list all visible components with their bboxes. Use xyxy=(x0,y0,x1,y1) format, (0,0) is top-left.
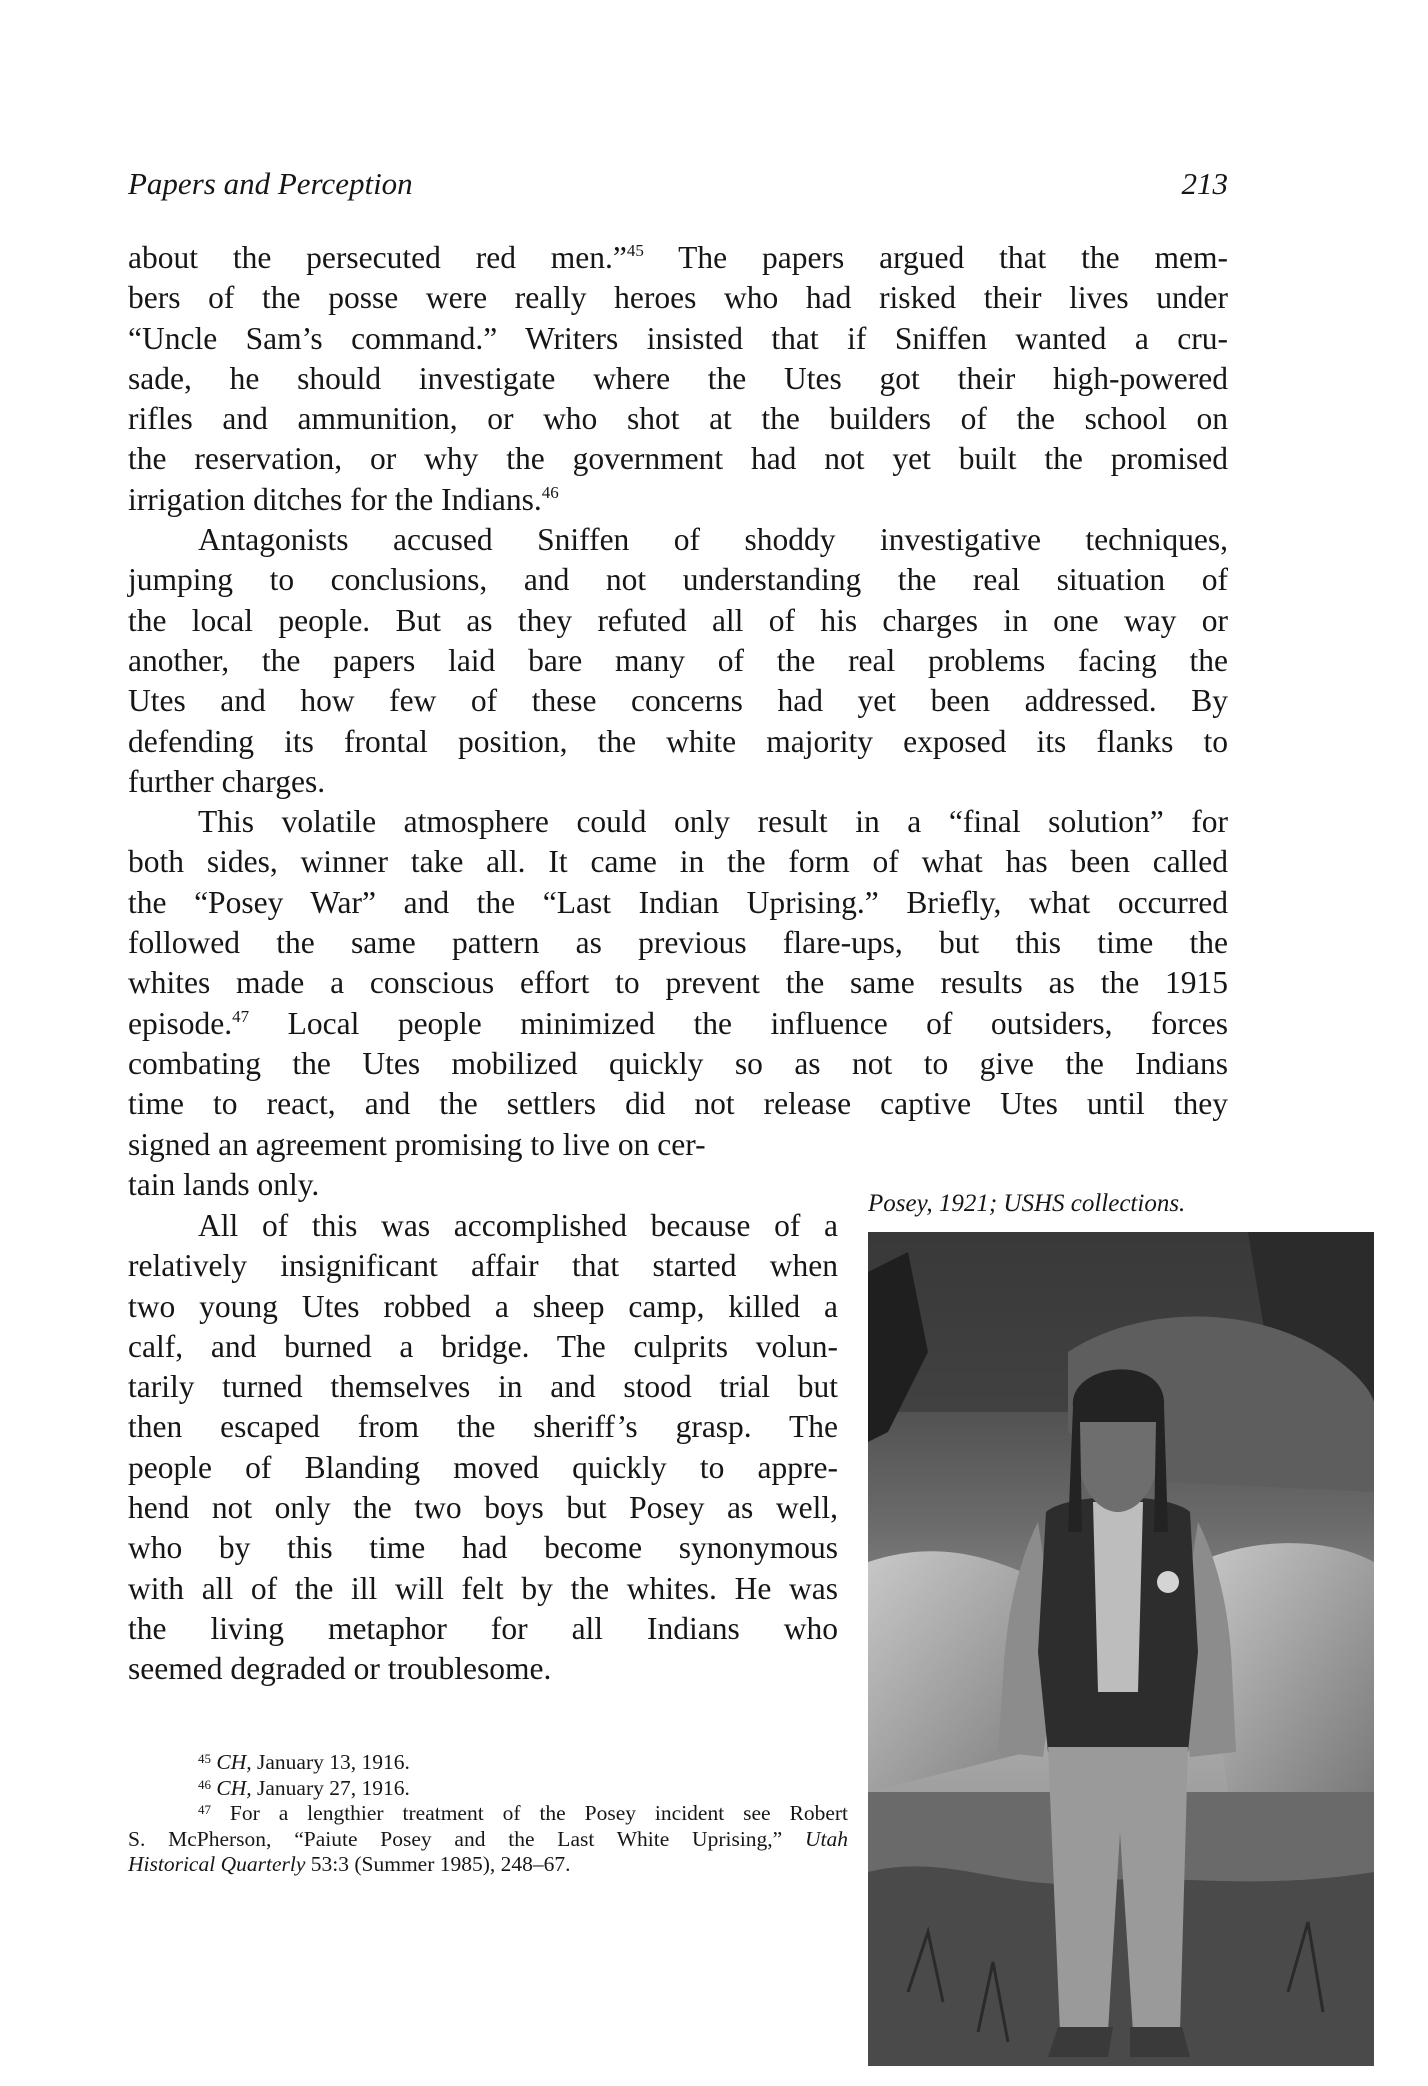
text-line: Antagonists accused Sniffen of shoddy investigative techniques, xyxy=(198,522,1228,558)
text-line: relatively insignificant affair that started when xyxy=(128,1248,838,1284)
photo-image xyxy=(868,1232,1374,2066)
paragraph-4 xyxy=(128,1206,838,1690)
text-line: the living metaphor for all Indians who xyxy=(128,1610,838,1646)
page-number: 213 xyxy=(1181,166,1228,201)
footnote-ref-45: 45 xyxy=(626,241,644,260)
text-line: tarily turned themselves in and stood trial but xyxy=(128,1369,838,1405)
text-line: the “Posey War” and the “Last Indian Uprising.” Briefly, what occurred xyxy=(128,884,1228,920)
text-line: then escaped from the sheriff’s grasp. The xyxy=(128,1409,838,1445)
text-line: tain lands only. xyxy=(128,1166,320,1202)
footnote-45: $^{45}$ CH, January 13, 1916. xyxy=(198,1750,410,1774)
text-line: irrigation ditches for the Indians.$^{46}$ xyxy=(128,481,559,517)
text-line: time to react, and the settlers did not release captive Utes until they xyxy=(128,1086,1228,1122)
paragraph-2 xyxy=(128,520,1228,802)
text-line: signed an agreement promising to live on cer- xyxy=(128,1126,706,1162)
text-line: two young Utes robbed a sheep camp, killed a xyxy=(128,1288,838,1324)
text-line: sade, he should investigate where the Utes got their high-powered xyxy=(128,360,1228,396)
paragraph-3 xyxy=(128,802,1228,1205)
footnote-ref-47: 47 xyxy=(232,1006,250,1026)
text-line: episode.$^{47}$ Local people minimized the influence of outsiders, forces xyxy=(128,1005,1228,1041)
footnote-47: $^{47}$ For a lengthier treatment of the Posey incident see Robert xyxy=(198,1801,848,1825)
running-head xyxy=(128,166,1228,210)
footnotes xyxy=(128,1750,848,1878)
text-line: further charges. xyxy=(128,763,326,799)
photo-caption: Posey, 1921; USHS collections. xyxy=(868,1190,1186,1217)
text-line: Utes and how few of these concerns had yet been addressed. By xyxy=(128,683,1228,719)
text-line: followed the same pattern as previous flare-ups, but this time the xyxy=(128,925,1228,961)
portrait-photo xyxy=(868,1232,1374,2066)
footnote-47-line-2: S. McPherson, “Paiute Posey and the Last White Uprising,” Utah xyxy=(128,1826,849,1851)
text-line: All of this was accomplished because of a xyxy=(198,1208,838,1243)
text-line: “Uncle Sam’s command.” Writers insisted that if Sniffen wanted a cru- xyxy=(128,320,1228,356)
body-text-full-width xyxy=(128,238,1228,1205)
text-line: who by this time had become synonymous xyxy=(128,1530,838,1566)
footnote-47-line-3: Historical Quarterly 53:3 (Summer 1985), 248–67. xyxy=(128,1852,571,1876)
text-line: whites made a conscious effort to prevent the same results as the 1915 xyxy=(128,965,1228,1001)
text-line: both sides, winner take all. It came in the form of what has been called xyxy=(128,844,1228,880)
footnote-ref-46: 46 xyxy=(541,482,559,502)
running-title: Papers and Perception xyxy=(128,166,413,201)
text-line: the reservation, or why the government had not yet built the promised xyxy=(128,441,1228,477)
text-line: This volatile atmosphere could only result in a “final solution” for xyxy=(198,804,1228,840)
body-text-narrow-column xyxy=(128,1206,838,1690)
paragraph-1 xyxy=(128,238,1228,520)
text-line: combating the Utes mobilized quickly so as not to give the Indians xyxy=(128,1045,1228,1081)
text-line: calf, and burned a bridge. The culprits volun- xyxy=(128,1328,838,1364)
text-line: jumping to conclusions, and not understanding the real situation of xyxy=(128,562,1228,598)
text-line: hend not only the two boys but Posey as well, xyxy=(128,1490,838,1526)
text-line: defending its frontal position, the white majority exposed its flanks to xyxy=(128,723,1228,759)
footnote-46: $^{46}$ CH, January 27, 1916. xyxy=(198,1775,410,1800)
text-line: about the persecuted red men.”$^{45}$ The papers argued that the mem- xyxy=(128,240,1228,275)
text-line: rifles and ammunition, or who shot at the builders of the school on xyxy=(128,401,1228,437)
text-line: seemed degraded or troublesome. xyxy=(128,1651,552,1687)
text-line: with all of the ill will felt by the whites. He was xyxy=(128,1570,838,1606)
text-line: people of Blanding moved quickly to appre- xyxy=(128,1449,838,1485)
text-line: the local people. But as they refuted all of his charges in one way or xyxy=(128,602,1228,638)
text-line: another, the papers laid bare many of the real problems facing the xyxy=(128,642,1228,678)
text-line: bers of the posse were really heroes who had risked their lives under xyxy=(128,280,1228,316)
